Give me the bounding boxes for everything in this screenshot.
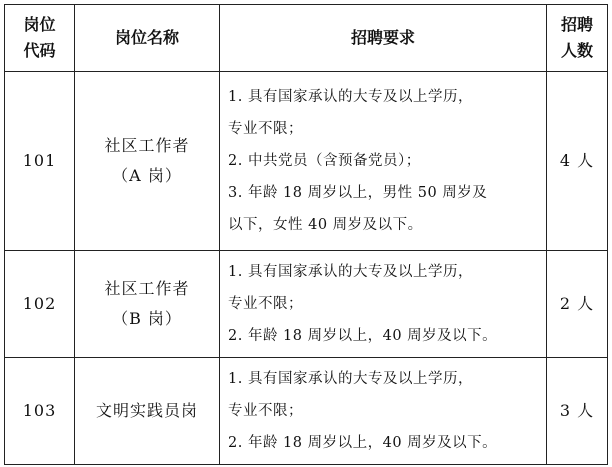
position-name-cell xyxy=(75,251,220,358)
headcount-cell: 3 人 xyxy=(547,358,608,465)
position-name-cell xyxy=(75,72,220,251)
headcount-cell: 2 人 xyxy=(547,251,608,358)
requirements-cell xyxy=(220,251,547,358)
header-position-code-line-2: 代码 xyxy=(23,41,56,60)
header-position-name: 岗位名称 xyxy=(75,5,220,72)
requirement-line: 2. 年龄 18 周岁以上，40 周岁及以下。 xyxy=(228,435,498,451)
table-row xyxy=(5,358,608,465)
position-name-line: 社区工作者 xyxy=(104,279,190,298)
requirement-line: 以下，女性 40 周岁及以下。 xyxy=(228,217,423,233)
position-code-cell: 103 xyxy=(5,358,75,465)
requirements-cell xyxy=(220,358,547,465)
header-headcount-line-2: 人数 xyxy=(560,41,593,60)
position-name-line: 文明实践员岗 xyxy=(95,401,198,420)
header-row xyxy=(5,5,608,72)
table-row xyxy=(5,72,608,251)
requirement-line: 2. 年龄 18 周岁以上，40 周岁及以下。 xyxy=(228,328,498,344)
requirement-line: 专业不限； xyxy=(228,121,303,137)
position-code-cell: 101 xyxy=(5,72,75,251)
position-name-cell xyxy=(75,358,220,465)
requirement-line: 3. 年龄 18 周岁以上，男性 50 周岁及 xyxy=(228,185,488,201)
requirement-line: 1. 具有国家承认的大专及以上学历， xyxy=(228,89,473,105)
position-code-cell: 102 xyxy=(5,251,75,358)
header-headcount-line-1: 招聘 xyxy=(560,15,593,34)
requirement-line: 2. 中共党员（含预备党员）； xyxy=(228,153,421,169)
header-headcount xyxy=(547,5,608,72)
position-name-line: （B 岗） xyxy=(112,309,182,328)
requirement-line: 专业不限； xyxy=(228,296,303,312)
requirements-cell xyxy=(220,72,547,251)
header-requirements: 招聘要求 xyxy=(220,5,547,72)
header-position-code xyxy=(5,5,75,72)
recruitment-table xyxy=(4,4,608,465)
requirement-line: 1. 具有国家承认的大专及以上学历， xyxy=(228,264,473,280)
position-name-line: （A 岗） xyxy=(112,166,182,185)
header-position-code-line-1: 岗位 xyxy=(23,15,56,34)
headcount-cell: 4 人 xyxy=(547,72,608,251)
table-row xyxy=(5,251,608,358)
position-name-line: 社区工作者 xyxy=(104,136,190,155)
requirement-line: 专业不限； xyxy=(228,403,303,419)
requirement-line: 1. 具有国家承认的大专及以上学历， xyxy=(228,371,473,387)
